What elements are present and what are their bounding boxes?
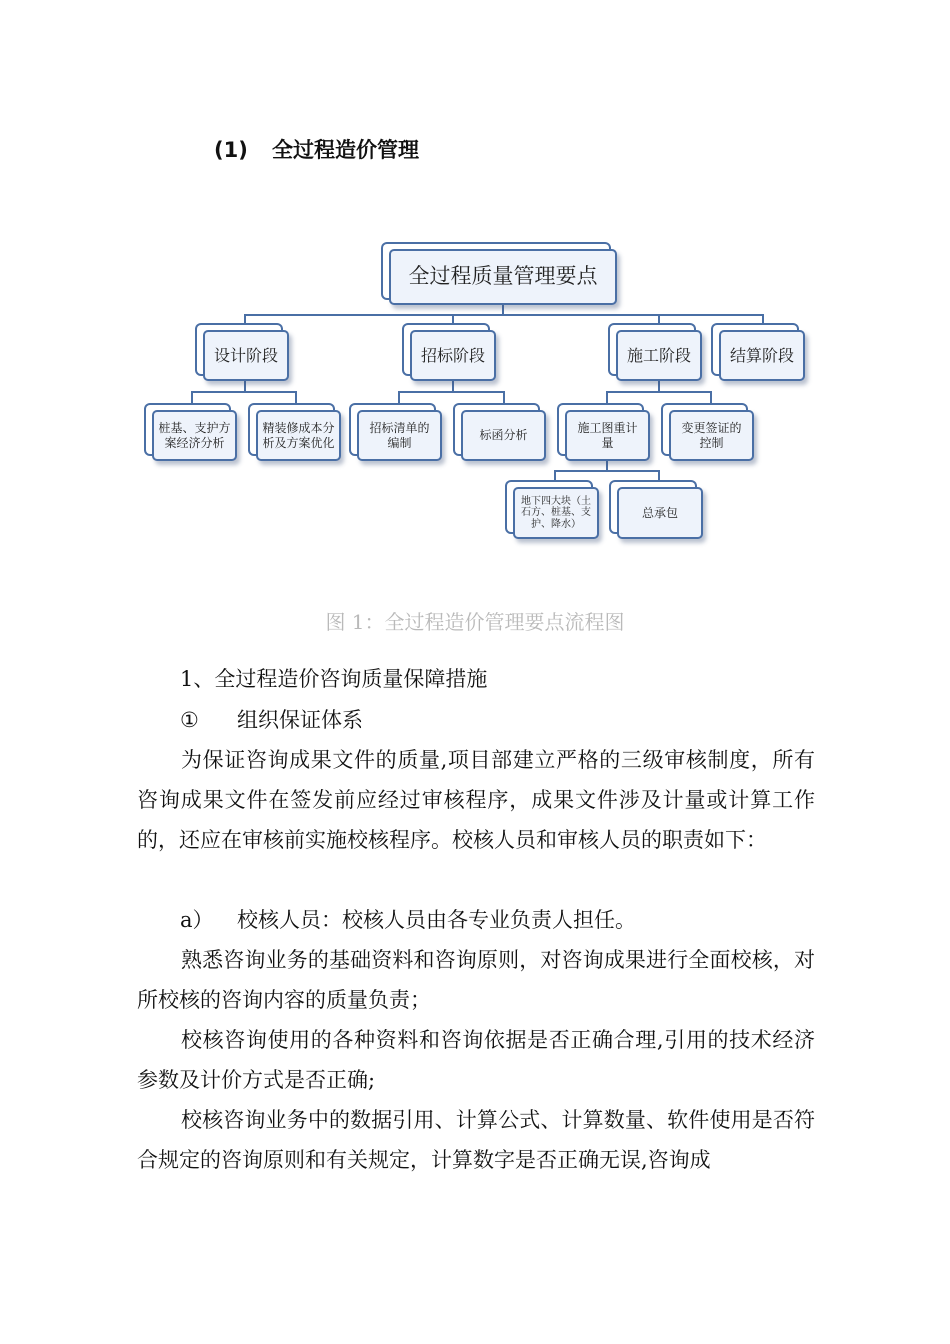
node-construction-remeasure: 施工图重计量 [565, 410, 650, 461]
list-item-a [180, 900, 636, 940]
connector-stage2-b [453, 392, 504, 410]
node-design-decoration: 精装修成本分析及方案优化 [256, 410, 341, 461]
connector-s3a-2 [607, 471, 659, 487]
connector-root-stage1 [245, 305, 503, 330]
node-design-pile: 桩基、支护方案经济分析 [152, 410, 237, 461]
node-stage-settlement: 结算阶段 [719, 330, 805, 381]
flow-diagram [135, 235, 815, 555]
connector-stage3-a [607, 381, 659, 410]
node-stage-bidding: 招标阶段 [410, 330, 496, 381]
subsection-title: 组织保证体系 [237, 708, 363, 732]
figure-caption: 图 1：全过程造价管理要点流程图 [325, 610, 625, 634]
connector-s3a-1 [555, 461, 607, 487]
connector-root-stage4 [659, 315, 763, 330]
paragraph-checker-duty-1: 熟悉咨询业务的基础资料和咨询原则，对咨询成果进行全面校核，对所校核的咨询内容的质量负责； [137, 948, 815, 1012]
node-stage-construction: 施工阶段 [616, 330, 702, 381]
section-heading [214, 134, 419, 164]
node-bidding-list: 招标清单的编制 [357, 410, 442, 461]
connector-stage1-a [192, 381, 245, 410]
heading-number: (1) [214, 138, 248, 162]
paragraph-checker-duty-2: 校核咨询使用的各种资料和咨询依据是否正确合理,引用的技术经济参数及计价方式是否正确; [137, 1028, 815, 1092]
paragraph-audit-system: 为保证咨询成果文件的质量,项目部建立严格的三级审核制度，所有咨询成果文件在签发前应经过审核程序，成果文件涉及计量或计算工作的，还应在审核前实施校核程序。校核人员和审核人员的职责如下： [137, 748, 815, 852]
connector-stage2-a [399, 381, 453, 410]
connector-stage1-b [245, 392, 296, 410]
node-general-contract: 总承包 [617, 487, 703, 539]
subsection-heading [180, 700, 363, 740]
node-construction-change: 变更签证的控制 [669, 410, 754, 461]
node-underground: 地下四大块（土石方、桩基、支护、降水） [513, 487, 599, 539]
list-item-a-text: 校核人员：校核人员由各专业负责人担任。 [237, 908, 636, 932]
heading-title: 全过程造价管理 [272, 138, 419, 162]
node-stage-design: 设计阶段 [203, 330, 289, 381]
list-item-a-number: a） [180, 908, 214, 932]
connector-stage3-b [659, 392, 711, 410]
node-root: 全过程质量管理要点 [389, 249, 617, 305]
connector-root-stage3 [503, 315, 659, 330]
paragraph-checker-duty-3: 校核咨询业务中的数据引用、计算公式、计算数量、软件使用是否符合规定的咨询原则和有关规定，计算数字是否正确无误,咨询成 [137, 1108, 815, 1172]
node-bidding-analysis: 标函分析 [461, 410, 546, 461]
section-title: 1、全过程造价咨询质量保障措施 [180, 667, 488, 691]
subsection-number: ① [180, 708, 199, 732]
